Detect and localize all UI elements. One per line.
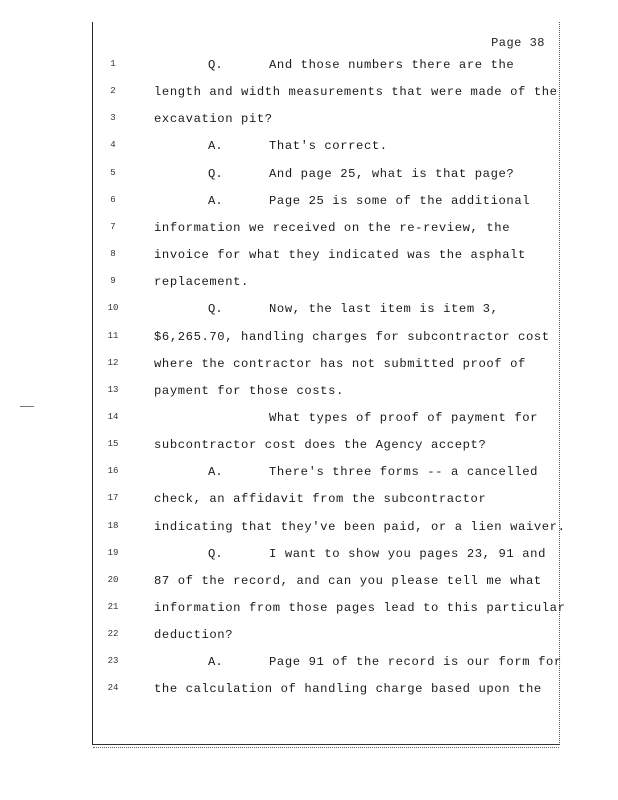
line-text: length and width measurements that were made of the	[154, 85, 558, 100]
transcript-line	[93, 328, 559, 346]
line-text: Page 25 is some of the additional	[269, 193, 531, 208]
line-number: 5	[110, 167, 116, 178]
transcript-line	[93, 518, 566, 536]
line-text: replacement.	[154, 275, 249, 290]
line-text: Now, the last item is item 3,	[269, 302, 499, 317]
line-number: 13	[107, 384, 119, 395]
line-number: 24	[107, 683, 119, 694]
line-text: information we received on the re-review, the	[154, 220, 511, 235]
line-number: 4	[110, 140, 116, 151]
line-number: 7	[110, 221, 116, 232]
transcript-line	[93, 165, 559, 183]
line-number: 1	[110, 59, 116, 69]
transcript-line	[93, 56, 559, 74]
line-number: 16	[107, 466, 119, 477]
line-text: $6,265.70, handling charges for subcontractor cost	[154, 329, 550, 344]
transcript-line	[93, 192, 559, 210]
qa-marker: Q.	[208, 546, 223, 561]
line-number: 18	[107, 520, 119, 531]
line-text: What types of proof of payment for	[269, 410, 539, 425]
transcript-line	[93, 545, 559, 563]
transcript-line	[93, 409, 559, 427]
line-text: information from those pages lead to this particular	[154, 601, 566, 615]
margin-mark	[20, 406, 34, 407]
qa-marker: A.	[208, 139, 223, 154]
line-text: And page 25, what is that page?	[269, 166, 515, 181]
qa-marker: Q.	[208, 58, 223, 72]
transcript-line	[93, 273, 559, 291]
transcript-line	[93, 599, 566, 617]
line-text: the calculation of handling charge based upon the	[154, 682, 542, 697]
transcript-page	[92, 22, 566, 745]
line-text: payment for those costs.	[154, 383, 344, 398]
line-number: 2	[110, 86, 116, 97]
line-text: where the contractor has not submitted proof of	[154, 356, 526, 371]
qa-marker: A.	[208, 193, 223, 208]
transcript-line	[93, 463, 559, 481]
line-number: 15	[107, 439, 119, 450]
line-text: I want to show you pages 23, 91 and	[269, 546, 546, 561]
line-number: 21	[107, 602, 119, 612]
line-number: 20	[107, 574, 119, 585]
line-number: 8	[110, 249, 116, 260]
line-number: 14	[107, 411, 119, 422]
transcript-line	[93, 219, 559, 237]
line-number: 6	[110, 194, 116, 205]
transcript-line	[93, 110, 559, 128]
line-text: 87 of the record, and can you please tell me what	[154, 573, 542, 588]
transcript-line	[93, 653, 562, 671]
line-text: excavation pit?	[154, 112, 273, 127]
line-number: 11	[107, 330, 119, 341]
page-number: Page 38	[491, 36, 545, 50]
transcript-line	[93, 626, 559, 644]
qa-marker: Q.	[208, 302, 223, 317]
transcript-line	[93, 680, 559, 698]
line-text: And those numbers there are the	[269, 58, 515, 72]
transcript-line	[93, 382, 559, 400]
line-number: 10	[107, 303, 119, 314]
line-number: 9	[110, 276, 116, 287]
qa-marker: Q.	[208, 166, 223, 181]
line-number: 22	[107, 629, 119, 640]
transcript-line	[93, 572, 559, 590]
line-text: deduction?	[154, 628, 234, 643]
transcript-line	[93, 436, 559, 454]
transcript-line	[93, 83, 559, 101]
transcript-line	[93, 300, 559, 318]
qa-marker: A.	[208, 655, 223, 670]
transcript-line	[93, 246, 559, 264]
line-number: 3	[110, 113, 116, 124]
line-text: indicating that they've been paid, or a lien waiver.	[154, 519, 566, 534]
line-number: 23	[107, 656, 119, 667]
transcript-line	[93, 137, 559, 155]
line-text: check, an affidavit from the subcontractor	[154, 492, 487, 507]
line-number: 17	[107, 493, 119, 504]
transcript-line	[93, 490, 559, 508]
transcript-line	[93, 355, 559, 373]
line-text: invoice for what they indicated was the asphalt	[154, 248, 526, 263]
line-text: There's three forms -- a cancelled	[269, 465, 539, 480]
qa-marker: A.	[208, 465, 223, 480]
line-number: 12	[107, 357, 119, 368]
line-text: That's correct.	[269, 139, 388, 154]
line-number: 19	[107, 547, 119, 558]
line-text: Page 91 of the record is our form for	[269, 655, 562, 670]
line-text: subcontractor cost does the Agency accept?	[154, 438, 487, 453]
